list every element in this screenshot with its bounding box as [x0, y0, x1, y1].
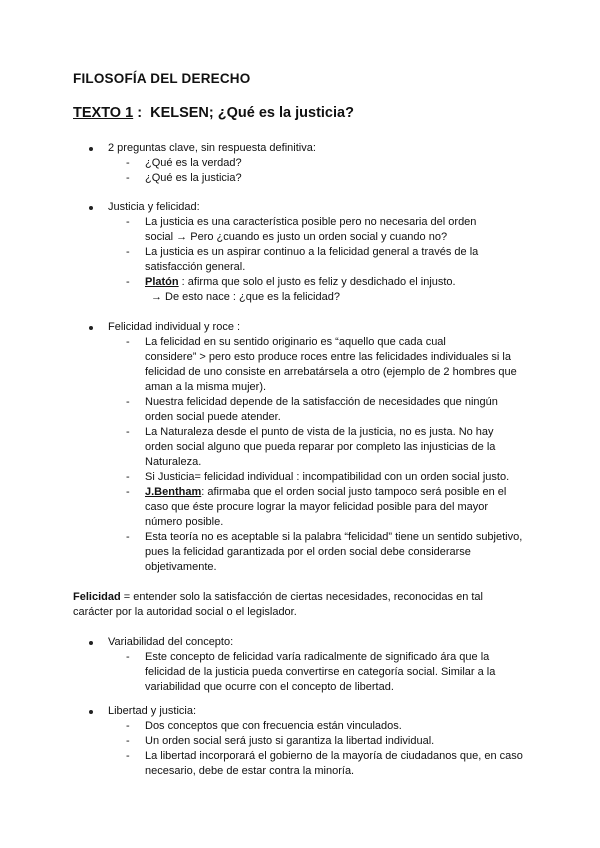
list-item-cont: variabilidad que ocurre con el concepto de libertad.: [145, 681, 394, 693]
list-item-cont: aman a la misma mujer).: [145, 381, 267, 393]
bullet-justice-happiness: Justicia y felicidad:: [108, 201, 200, 213]
list-item-cont: felicidad de la justicia pueda convertirse en categoría social. Similar a la: [145, 666, 496, 678]
bullet-individual-happiness: Felicidad individual y roce :: [108, 321, 241, 333]
bullet-questions: 2 preguntas clave, sin respuesta definitiva:: [108, 142, 316, 154]
dash-marker: -: [126, 157, 130, 169]
list-item: La felicidad en su sentido originario es “aquello que cada cual: [145, 336, 446, 348]
heading-text: KELSEN; ¿Qué es la justicia?: [150, 105, 354, 121]
bullet-dot: [89, 326, 93, 330]
dash-marker: -: [126, 396, 130, 408]
bullet-dot: [89, 641, 93, 645]
dash-marker: -: [126, 735, 130, 747]
dash-marker: -: [126, 471, 130, 483]
bullet-variability: Variabilidad del concepto:: [108, 636, 234, 648]
list-item-cont: Naturaleza.: [145, 456, 202, 468]
bullet-freedom-justice: Libertad y justicia:: [108, 705, 197, 717]
platon-text: : afirma que solo el justo es feliz y desdichado el injusto.: [178, 276, 456, 288]
list-item: La libertad incorporará el gobierno de la mayoría de ciudadanos que, en caso: [145, 750, 523, 762]
list-item: Nuestra felicidad depende de la satisfacción de necesidades que ningún: [145, 396, 498, 408]
list-item: La Naturaleza desde el punto de vista de la justicia, no es justa. No hay: [145, 426, 494, 438]
section-heading: [73, 106, 354, 121]
platon-name: Platón: [145, 276, 179, 288]
list-item: Si Justicia= felicidad individual : incompatibilidad con un orden social justo.: [145, 471, 510, 483]
list-item-cont: número posible.: [145, 516, 224, 528]
list-item: ¿Qué es la justicia?: [145, 172, 242, 184]
list-item: ¿Qué es la verdad?: [145, 157, 242, 169]
list-item: [145, 275, 456, 290]
list-item-cont: → De esto nace : ¿que es la felicidad?: [151, 291, 340, 303]
list-item: [145, 485, 506, 500]
list-item-cont: orden social puede atender.: [145, 411, 281, 423]
definition-cont: carácter por la autoridad social o el legislador.: [73, 606, 297, 618]
definition-text: = entender solo la satisfacción de ciertas necesidades, reconocidas en tal: [120, 591, 483, 603]
bullet-dot: [89, 710, 93, 714]
dash-marker: -: [126, 336, 130, 348]
list-item-cont: satisfacción general.: [145, 261, 246, 273]
bentham-name: J.Bentham: [145, 486, 202, 498]
dash-marker: -: [126, 276, 130, 288]
list-item: Un orden social será justo si garantiza la libertad individual.: [145, 735, 435, 747]
dash-marker: -: [126, 216, 130, 228]
list-item-cont: considere” > pero esto produce roces entre las felicidades individuales si la: [145, 351, 511, 363]
list-item-cont: objetivamente.: [145, 561, 217, 573]
list-item-cont: caso que éste procure lograr la mayor felicidad posible para del mayor: [145, 501, 489, 513]
dash-marker: -: [126, 486, 130, 498]
bullet-dot: [89, 147, 93, 151]
bullet-dot: [89, 206, 93, 210]
list-item: Esta teoría no es aceptable si la palabra “felicidad” tiene un sentido subjetivo,: [145, 531, 523, 543]
document-title: FILOSOFÍA DEL DERECHO: [73, 71, 251, 86]
list-item-cont: necesario, debe de estar contra la minoría.: [145, 765, 355, 777]
list-item: Este concepto de felicidad varía radicalmente de significado ára que la: [145, 651, 490, 663]
list-item: La justicia es un aspirar continuo a la felicidad general a través de la: [145, 246, 479, 258]
list-item-cont: felicidad de uno consiste en arrebatársela a otro (ejemplo de 2 hombres que: [145, 366, 517, 378]
dash-marker: -: [126, 246, 130, 258]
dash-marker: -: [126, 426, 130, 438]
dash-marker: -: [126, 531, 130, 543]
dash-marker: -: [126, 750, 130, 762]
dash-marker: -: [126, 172, 130, 184]
definition-paragraph: [73, 590, 483, 605]
list-item: La justicia es una característica posible pero no necesaria del orden: [145, 216, 477, 228]
list-item-cont: orden social alguno que pueda reparar por completo las injusticias de la: [145, 441, 496, 453]
heading-separator: :: [133, 105, 151, 121]
dash-marker: -: [126, 651, 130, 663]
definition-term: Felicidad: [73, 591, 121, 603]
list-item-cont: pues la felicidad garantizada por el orden social debe considerarse: [145, 546, 471, 558]
heading-label: TEXTO 1: [73, 105, 134, 121]
bentham-text: : afirmaba que el orden social justo tampoco será posible en el: [201, 486, 507, 498]
list-item: Dos conceptos que con frecuencia están vinculados.: [145, 720, 402, 732]
dash-marker: -: [126, 720, 130, 732]
list-item-cont: social → Pero ¿cuando es justo un orden social y cuando no?: [145, 231, 448, 243]
